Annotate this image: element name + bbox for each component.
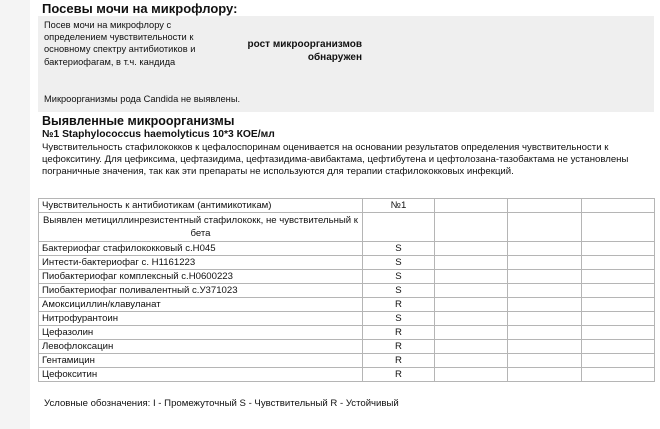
sensitivity-result: R [363, 340, 435, 354]
table-row [39, 340, 655, 354]
culture-panel [38, 16, 654, 112]
table-row [39, 298, 655, 312]
organisms-section-title: Выявленные микроорганизмы [42, 114, 235, 128]
antibiotic-name: Бактериофаг стафилококковый с.Н045 [39, 242, 363, 256]
header-col-1: №1 [363, 199, 435, 213]
sensitivity-result: S [363, 284, 435, 298]
culture-section-title: Посевы мочи на микрофлору: [42, 1, 238, 16]
sensitivity-result: S [363, 270, 435, 284]
sensitivity-result: R [363, 354, 435, 368]
sensitivity-result: S [363, 312, 435, 326]
antibiotic-name: Нитрофурантоин [39, 312, 363, 326]
table-row [39, 354, 655, 368]
organism-description: Чувствительность стафилококков к цефалоспоринам оценивается на основании результатов определения чувствительности к цефокситину. Для цефиксима, цефтазидима, цефтазидима-авибактама, цефтибутена и цефтолозана-тазобактама не установлены пограничные значения, так как эти препараты не используются для терапии стафилококковых инфекций. [42, 142, 629, 177]
header-label: Чувствительность к антибиотикам (антимикотикам) [39, 199, 363, 213]
legend: Условные обозначения: I - Промежуточный S - Чувствительный R - Устойчивый [44, 398, 399, 409]
sensitivity-result: R [363, 298, 435, 312]
mrsa-value [363, 213, 435, 242]
organisms-section [42, 114, 656, 177]
table-row [39, 270, 655, 284]
antibiotic-name: Цефазолин [39, 326, 363, 340]
table-row [39, 284, 655, 298]
sensitivity-result: S [363, 256, 435, 270]
left-sidebar [0, 0, 30, 429]
antibiotic-name: Интести-бактериофаг с. Н1161223 [39, 256, 363, 270]
table-row [39, 368, 655, 382]
sensitivity-result: R [363, 326, 435, 340]
antibiotic-name: Гентамицин [39, 354, 363, 368]
antibiotic-name: Левофлоксацин [39, 340, 363, 354]
organism-name: №1 Staphylococcus haemolyticus 10*3 КОЕ/мл [42, 129, 275, 140]
table-row [39, 242, 655, 256]
candida-note: Микроорганизмы рода Candida не выявлены. [44, 94, 241, 104]
table-header-row [39, 199, 655, 213]
antibiotic-name: Пиобактериофаг поливалентный с.У371023 [39, 284, 363, 298]
sensitivity-table [38, 198, 655, 382]
table-row [39, 256, 655, 270]
antibiotic-name: Цефокситин [39, 368, 363, 382]
culture-result: рост микроорганизмов обнаружен [247, 39, 362, 63]
sensitivity-result: S [363, 242, 435, 256]
culture-test-name: Посев мочи на микрофлору с определением чувствительности к основному спектру антибиотиков и бактериофагам, в т.ч. кандида [44, 20, 196, 67]
antibiotic-name: Амоксициллин/клавуланат [39, 298, 363, 312]
mrsa-row [39, 213, 655, 242]
table-row [39, 312, 655, 326]
table-row [39, 326, 655, 340]
sensitivity-result: R [363, 368, 435, 382]
antibiotic-name: Пиобактериофаг комплексный с.Н0600223 [39, 270, 363, 284]
mrsa-label: Выявлен метициллинрезистентный стафилококк, не чувствительный к бета [39, 213, 363, 242]
